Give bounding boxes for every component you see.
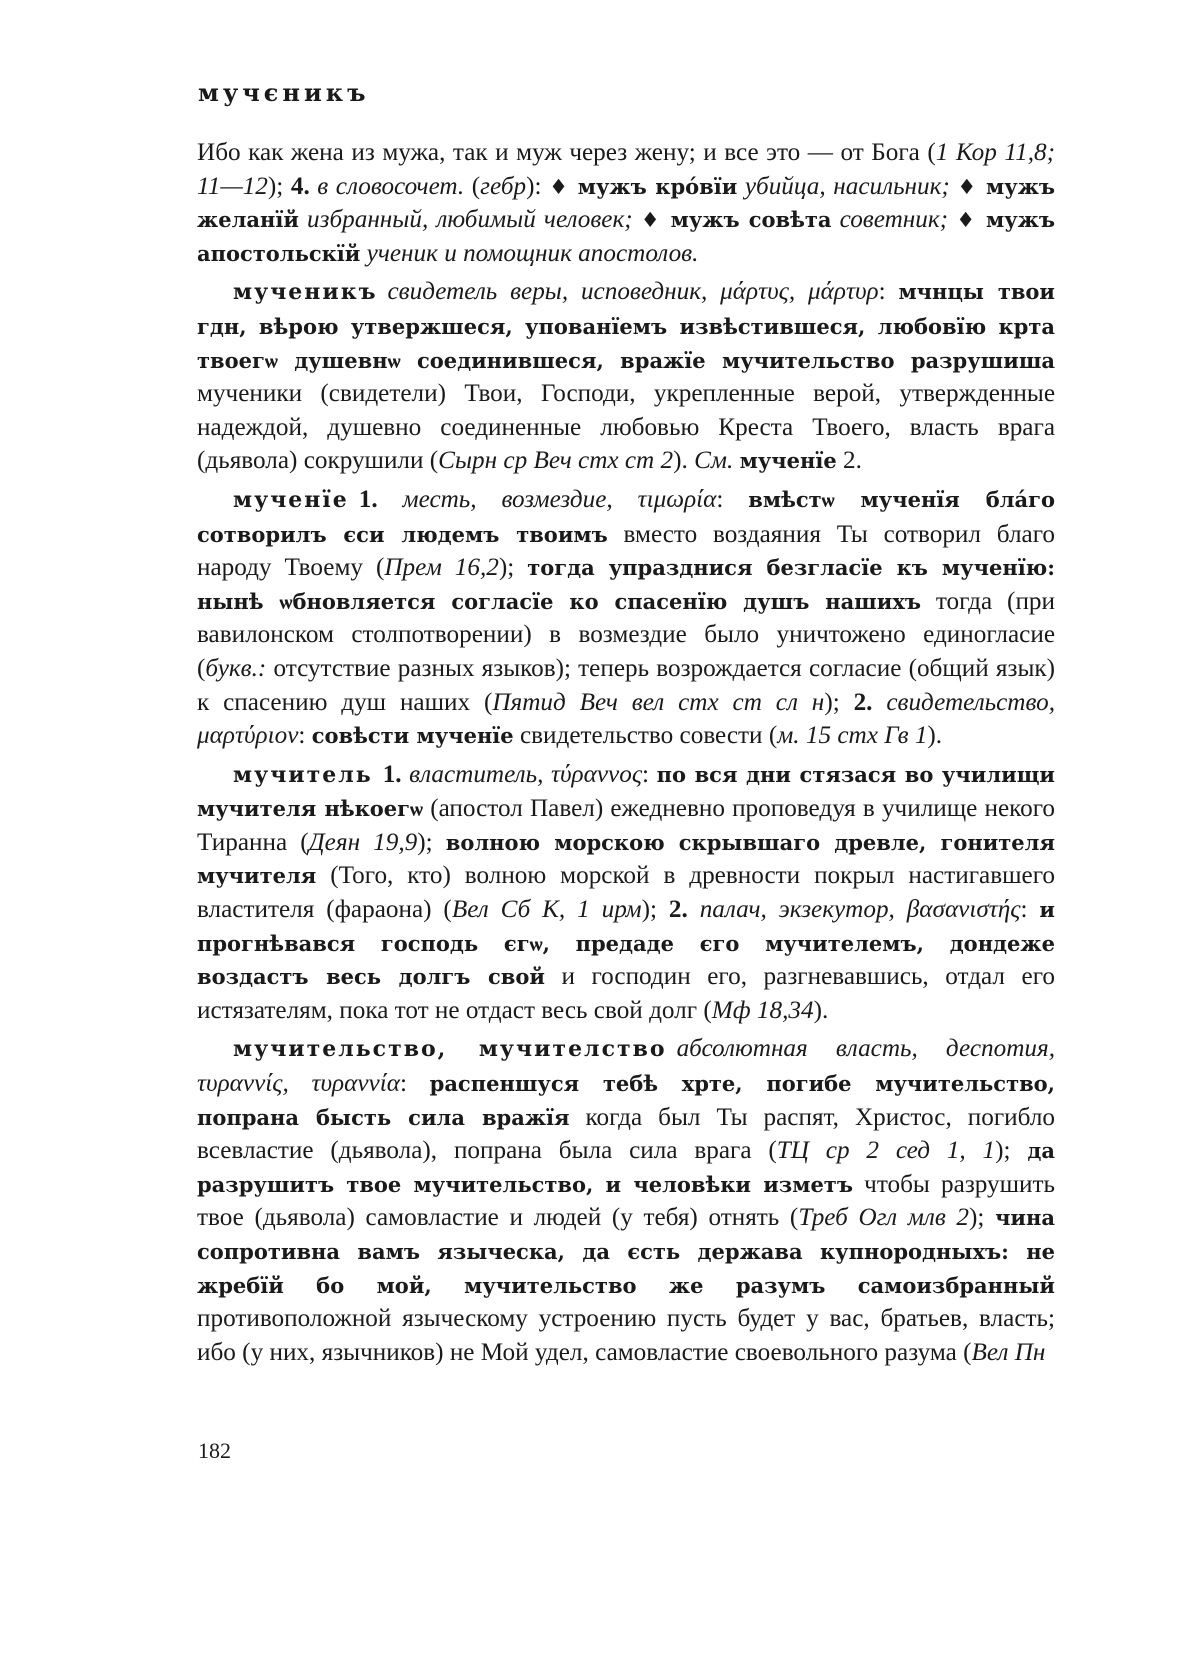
italic-run: палач, экзекутор, [687,896,907,924]
italic-run: 1 Кор 11,8; 11—12 [197,139,1055,200]
text-run: чтобы разрушить твое (дьявола) самовластие и людей (у тебя) отнять ( [197,1170,1055,1232]
text-run: : [298,722,312,750]
church-slavonic-run: ♦ мужъ кро́вїи [549,173,738,199]
greek-run: βασανιστής [906,896,1021,924]
italic-run: Вел Сб К, 1 ирм [451,896,642,924]
church-slavonic-run: распеншуся тебѣ хрте, погибе мучительство, попрана бысть сила вражїя [197,1071,1055,1130]
text-run: : [1020,896,1040,924]
text-run: : [399,1070,430,1098]
church-slavonic-run: ♦ мужъ желанїй [197,173,1056,233]
headword: мученїе [233,486,349,513]
italic-run: Мф 18,34 [711,996,814,1024]
italic-run: м. 15 стх Гв 1 [777,722,928,750]
sense-number: 1. [358,485,378,513]
italic-run: См. [694,447,734,475]
headword: мученикъ [233,279,378,306]
text-run: и господин его, разгневавшись, отдал его истязателям, пока тот не отдаст весь свой долг ( [197,963,1056,1024]
sense-number: 1. [382,760,402,788]
sense-number: 4. [290,172,310,200]
text-run: отсутствие разных языков); теперь возрождается согласие (общий язык) к спасению душ наших ( [197,654,1055,716]
running-head: мучєникъ [198,78,370,107]
text-run: ); [498,554,528,582]
italic-run: ученик и помощник апостолов. [360,239,699,267]
text-run: (апостол Павел) ежедневно проповедуя в училище некого Тиранна ( [197,795,1055,856]
text-run: вместо воздаяния Ты сотворил благо народу Твоему ( [197,520,1056,582]
italic-run: свидетель веры, исповедник, [387,278,721,306]
church-slavonic-run: по вся дни стязася во училищи мучителя нѣкоегѡ [197,761,1056,822]
main-text [197,136,1055,1374]
text-run: ); [417,828,446,856]
text-run: : [716,485,749,513]
italic-run: Сырн ср Веч стх ст 2 [438,447,674,475]
italic-run: Пятид Веч вел стх ст сл н [492,688,825,716]
italic-run: свидетельство, [872,688,1055,716]
text-run: : [878,278,899,306]
italic-run: убийца, насильник; [737,172,958,200]
italic-run: советник; [831,206,957,234]
greek-run: μάρτυς, μάρτυρ [720,278,879,306]
church-slavonic-run: мчнцы твои гдн, вѣрою утвержшеся, упованїемъ извѣстившеся, любовїю крта твоегѡ душевнѡ соединившеся, вражїе мучительство разрушиша [197,279,1055,373]
italic-run: букв.: [205,654,267,682]
greek-run: τύραννος [550,760,643,788]
italic-run: гебр [480,172,527,200]
italic-run: избранный, любимый человек; [298,206,641,234]
sense-number: 2. [668,896,688,924]
italic-run: месть, возмездие, [377,485,638,513]
text-run: ); [267,172,291,200]
greek-run: μαρτύριον [197,722,299,750]
church-slavonic-run: совѣсти мученїе [311,723,514,749]
church-slavonic-run: тогда упразднися безгласїе къ мученїю: нынѣ ѡбновляется согласїе ко спасенїю душъ нашихъ [197,555,1055,614]
text-run: ); [824,688,854,716]
church-slavonic-run: мученїе [739,448,837,474]
text-run: ); [995,1137,1028,1165]
entry-continuation [197,136,1055,270]
page-number: 182 [198,1438,231,1463]
entry-muchenie [197,483,1055,753]
entry-muchitelstvo [197,1032,1055,1369]
italic-run: абсолютная власть, деспотия, [676,1035,1055,1063]
italic-run: властитель, [401,760,551,788]
church-slavonic-run: волною морскою скрывшаго древле, гонителя мучителя [197,829,1055,889]
text-run: когда был Ты распят, Христос, погибло всевластие (дьявола), попрана была сила врага ( [197,1103,1055,1165]
sense-number: 2. [853,688,873,716]
text-run: тогда (при вавилонском столпотворении) в возмездие было уничтожено единогласие ( [197,587,1056,682]
text-run: 2. [836,447,862,475]
text-run: мученики (свидетели) Твои, Господи, укрепленные верой, утвержденные надеждой, душевно соединенные любовью Креста Твоего, власть врага (дьявола) сокрушили ( [197,380,1055,475]
text-run: (Того, кто) волною морской в древности покрыл настигавшего властителя (фараона) ( [197,862,1055,924]
text-run: противоположной языческому устроению пусть будет у вас, братьев, власть; ибо (у них, язычников) не Мой удел, самовластие своевольного разума ( [197,1305,1055,1366]
text-run: ). [813,996,829,1024]
entry-muchitel [197,758,1055,1028]
greek-run: τυραννίς, τυραννία [197,1070,400,1098]
church-slavonic-run: вмѣстѡ мученїя бла́го сотворилъ єси людемъ твоимъ [197,486,1056,547]
text-run: ). [927,722,943,750]
italic-run: в словосочет. [309,172,465,200]
greek-run: τιμωρία [637,485,717,513]
text-run: ( [464,172,481,200]
entry-muchenik [197,275,1055,478]
italic-run: Деян 19,9 [308,828,418,856]
italic-run: ТЦ ср 2 сед 1, 1 [776,1137,996,1165]
church-slavonic-run: ♦ мужъ совѣта [640,207,832,233]
text-run: Ибо как жена из мужа, так и муж через жену; и все это — от Бога ( [197,139,936,166]
church-slavonic-run: чина сопротивна вамъ языческа, да єсть держава купнородныхъ: не жребїй бо мой, мучительство же разумъ самоизбранный [197,1205,1055,1298]
church-slavonic-run: и прогнѣвався господь єгѡ, предаде єго мучителемъ, дондеже воздастъ весь долгъ свой [197,897,1055,990]
text-run: ): [526,172,550,200]
italic-run: Вел Пн [971,1338,1046,1366]
headword: мучитель [233,761,373,788]
text-run: ). [673,447,695,475]
italic-run: Треб Огл млв 2 [798,1204,970,1232]
headword: мучительство, мучителство [233,1036,667,1063]
text-run: ); [969,1204,996,1232]
text-run: ); [641,896,669,924]
church-slavonic-run: да разрушитъ твое мучительство, и человѣки изметъ [197,1138,1055,1197]
church-slavonic-run: ♦ мужъ апостольскїй [197,207,1055,266]
italic-run: Прем 16,2 [384,554,499,582]
text-run: свидетельство совести ( [513,722,778,750]
text-run: : [642,760,657,788]
